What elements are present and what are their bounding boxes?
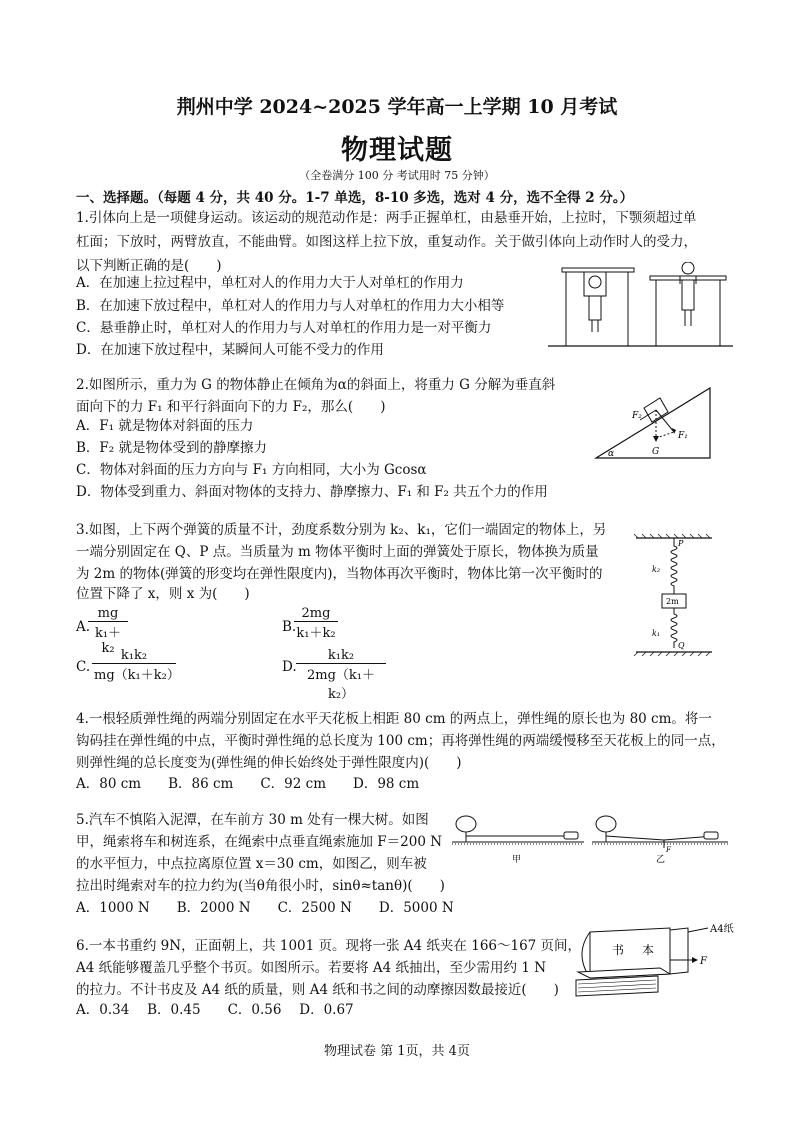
q3-stem-line3: 为 2m 的物体(弹簧的形变均在弹性限度内)，当物体再次平衡时，物体比第一次平衡时的 xyxy=(76,566,603,582)
q2-incline-figure xyxy=(594,380,716,462)
q6-stem-line3: 的拉力。不计书皮及 A4 纸的质量，则 A4 纸和书之间的动摩擦因数最接近( ) xyxy=(76,982,559,998)
q5-f-label: F xyxy=(666,846,671,854)
q2-option-d: D．物体受到重力、斜面对物体的支持力、静摩擦力、F₁ 和 F₂ 共五个力的作用 xyxy=(76,484,548,500)
q3-k1-label: k₁ xyxy=(652,629,661,638)
q3-option-c-num: k₁k₂ xyxy=(120,648,148,663)
q1-stem-line2: 杠面；下放时，两臂放直，不能曲臂。如图这样上拉下放，重复动作。关于做引体向上动作时人的受力， xyxy=(76,234,697,250)
q5-jia-label: 甲 xyxy=(512,855,522,865)
q3-option-c-den: mg（k₁＋k₂） xyxy=(94,668,180,683)
q2-option-b: B．F₂ 就是物体受到的静摩擦力 xyxy=(76,440,267,456)
q3-option-d-fraction xyxy=(296,648,386,702)
q5-options: A．1000 N B．2000 N C．2500 N D．5000 N xyxy=(76,900,454,916)
q3-mass-label: 2m xyxy=(666,597,679,606)
q6-options: A．0.34 B．0.45 C．0.56 D．0.67 xyxy=(76,1002,354,1018)
page-footer: 物理试卷 第 1页，共 4页 xyxy=(324,1044,470,1059)
q4-stem-line3: 则弹性绳的总长度变为(弹性绳的伸长始终处于弹性限度内)( ) xyxy=(76,755,462,771)
q1-stem-line1: 1.引体向上是一项健身运动。该运动的规范动作是：两手正握单杠，由悬垂开始，上拉时，下颚须超过单 xyxy=(76,210,697,226)
exam-title: 荆州中学 2024~2025 学年高一上学期 10 月考试 xyxy=(176,96,618,118)
q5-figure-yi xyxy=(592,816,728,865)
q3-option-a-num: mg xyxy=(97,606,119,621)
q6-a4-label: A4纸 xyxy=(710,924,734,935)
q3-option-b-den: k₁＋k₂ xyxy=(296,626,336,641)
q2-f2-label: F₂ xyxy=(632,411,642,421)
q6-ben-label: 本 xyxy=(642,943,655,957)
q3-k2-label: k₂ xyxy=(652,565,661,574)
q3-option-a-label: A. xyxy=(76,619,91,635)
q3-q-label: Q xyxy=(678,641,685,650)
q3-stem-line1: 3.如图，上下两个弹簧的质量不计，劲度系数分别为 k₂、k₁，它们一端固定的物体上，另 xyxy=(76,522,607,538)
subject-title: 物理试题 xyxy=(341,135,453,166)
exam-note: （全卷满分 100 分 考试用时 75 分钟） xyxy=(299,169,495,182)
q6-book-figure xyxy=(570,920,740,1002)
q2-f1-label: F₁ xyxy=(678,431,688,441)
q3-option-b-num: 2mg xyxy=(301,606,331,621)
q2-option-c: C．物体对斜面的压力方向与 F₁ 方向相同，大小为 Gcosα xyxy=(76,462,427,478)
section-heading: 一、选择题。（每题 4 分，共 40 分。1-7 单选，8-10 多选，选对 4 分，选不全得 2 分。） xyxy=(76,190,634,206)
q1-option-a: A．在加速上拉过程中，单杠对人的作用力大于人对单杠的作用力 xyxy=(76,275,464,291)
q3-option-b-label: B. xyxy=(282,619,297,635)
q3-option-d-num: k₁k₂ xyxy=(327,648,355,663)
q2-g-label: G xyxy=(652,447,660,457)
q3-p-label: P xyxy=(678,539,684,548)
q4-stem-line2: 钩码挂在弹性绳的中点，平衡时弹性绳的总长度为 100 cm；再将弹性绳的两端缓慢移至天花板上的同一点， xyxy=(76,733,725,749)
q1-pullup-figure xyxy=(548,262,733,350)
q1-stem-line3: 以下判断正确的是( ) xyxy=(76,258,222,274)
q5-stem-line4: 拉出时绳索对车的拉力约为(当θ角很小时，sinθ≈tanθ)( ) xyxy=(76,878,445,894)
q6-shu-label: 书 xyxy=(612,943,625,957)
q5-car-tree-figure xyxy=(452,810,732,870)
q2-alpha-label: α xyxy=(608,449,615,459)
q3-option-c-label: C. xyxy=(76,659,91,675)
q3-stem-line4: 位置下降了 x，则 x 为( ) xyxy=(76,586,250,602)
q4-options: A．80 cm B．86 cm C．92 cm D．98 cm xyxy=(76,776,420,792)
q3-option-a-den: k₁＋k₂ xyxy=(94,626,122,656)
q2-option-a: A．F₁ 就是物体对斜面的压力 xyxy=(76,418,254,434)
q1-option-c: C．悬垂静止时，单杠对人的作用力与人对单杠的作用力是一对平衡力 xyxy=(76,320,492,336)
q1-option-d: D．在加速下放过程中，某瞬间人可能不受力的作用 xyxy=(76,342,384,358)
q3-option-c-fraction xyxy=(92,648,180,683)
q5-figure-jia xyxy=(452,816,584,865)
q5-stem-line2: 甲，绳索将车和树连系，在绳索中点垂直绳索施加 F＝200 N xyxy=(76,834,443,850)
q2-stem-line2: 面向下的力 F₁ 和平行斜面向下的力 F₂，那么( ) xyxy=(76,399,386,415)
q2-stem-line1: 2.如图所示，重力为 G 的物体静止在倾角为α的斜面上，将重力 G 分解为垂直斜 xyxy=(76,377,556,393)
q3-option-b-fraction xyxy=(294,606,338,641)
q6-stem-line2: A4 纸能够覆盖几乎整个书页。如图所示。若要将 A4 纸抽出，至少需用约 1 N xyxy=(76,960,547,976)
q5-stem-line3: 的水平恒力，中点拉离原位置 x＝30 cm，如图乙，则车被 xyxy=(76,856,427,872)
q3-stem-line2: 一端分别固定在 Q、P 点。当质量为 m 物体平衡时上面的弹簧处于原长，物体换为质量 xyxy=(76,544,599,560)
q1-option-b: B．在加速下放过程中，单杠对人的作用力与人对单杠的作用力大小相等 xyxy=(76,298,505,314)
q3-option-d-label: D. xyxy=(282,659,297,675)
q6-f-label: F xyxy=(700,956,707,967)
q5-stem-line1: 5.汽车不慎陷入泥潭，在车前方 30 m 处有一棵大树。如图 xyxy=(76,812,429,828)
q5-yi-label: 乙 xyxy=(656,855,666,865)
q3-option-d-den: 2mg（k₁＋k₂） xyxy=(306,668,375,702)
q3-spring-figure xyxy=(632,532,716,660)
q6-stem-line1: 6.一本书重约 9N，正面朝上，共 1001 页。现将一张 A4 纸夹在 166～167 页间， xyxy=(76,938,582,954)
q4-stem-line1: 4.一根轻质弹性绳的两端分别固定在水平天花板上相距 80 cm 的两点上，弹性绳的原长也为 80 cm。将一 xyxy=(76,711,712,727)
